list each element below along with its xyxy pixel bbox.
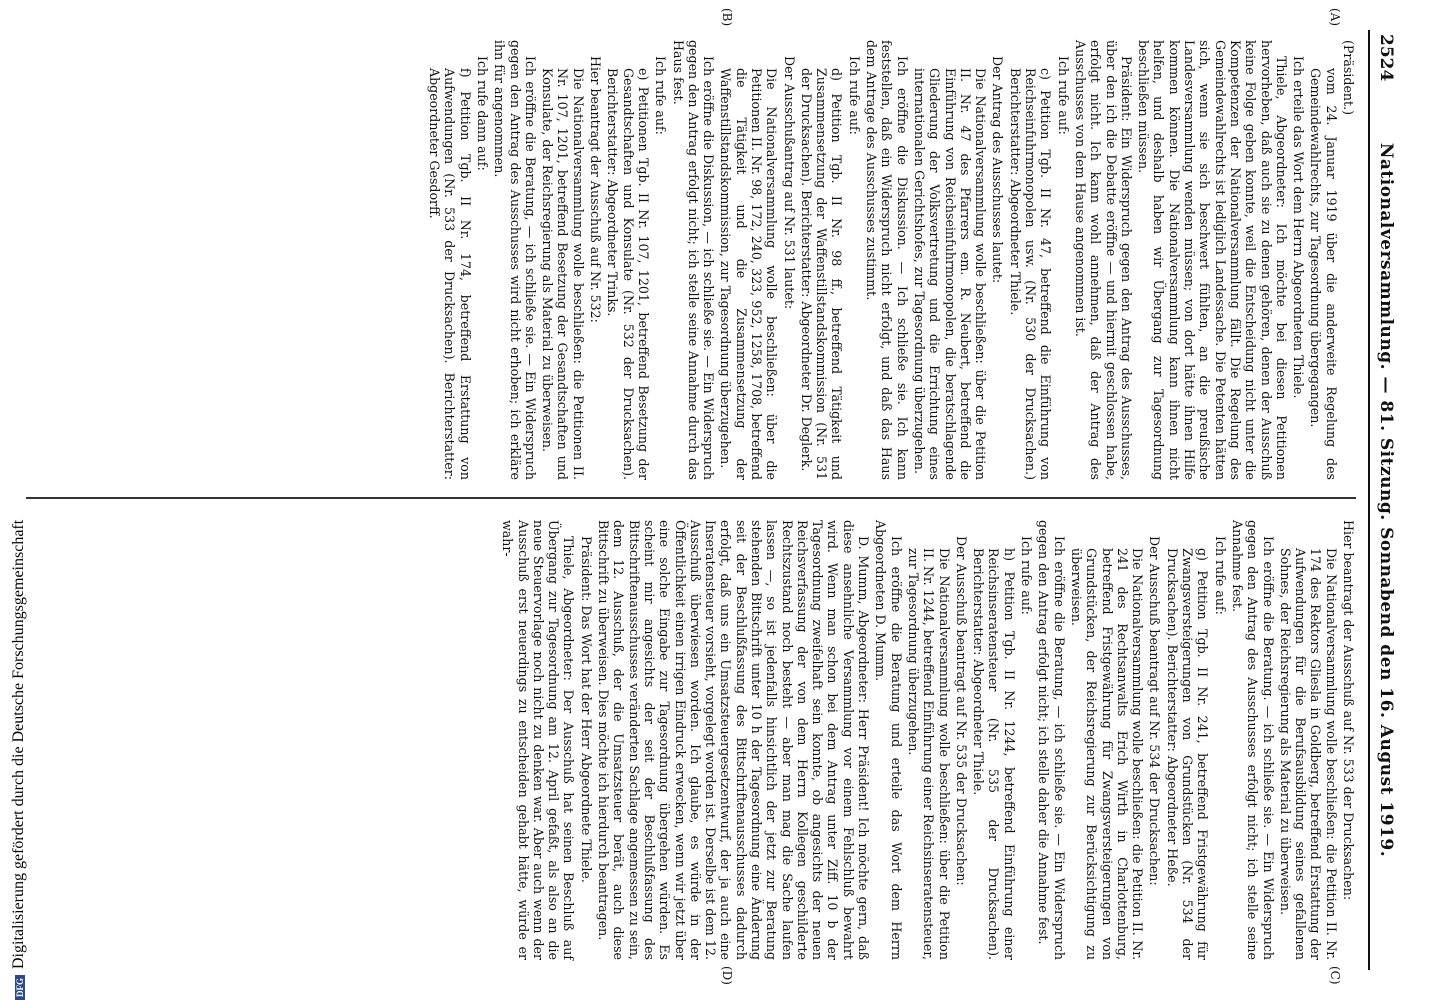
column-divider bbox=[26, 497, 1356, 499]
paragraph: D. Mumm, Abgeordneter: Herr Präsident! Ich möchte gern, daß diese ansehnliche Versammlung vor einem Fehlschluß bewahrt wird. Wenn man schon bei dem Antrag unter Ziff. 10 b der Tagesordnung zweifelhaft sein konnte, ob angesichts der neuen Reichsverfassung der von dem Herrn Kollegen geschilderte Rechtszustand noch besteht — aber man mag die Sache laufen lassen —, so ist jedenfalls hinsichtlich der jetzt zur Beratung stehenden Bittschrift unter 10 h der Tagesordnung eine Änderung seit der Beschlußfassung des Bittschriftenausschusses dadurch erfolgt, daß uns ein Umsatzsteuergesetzentwurf, der ja auch eine Inseratensteuer vorsieht, vorgelegt worden ist. Derselbe ist dem 12. Ausschuß überwiesen worden. Ich glaube, es würde in der Öffentlichkeit einen irrigen Eindruck erwecken, wenn wir jetzt über eine solche Eingabe zur Tagesordnung übergehen würden. Es scheint mir angesichts der seit der Beschlußfassung des Bittschriftenausschusses veränderten Sachlage angemessen zu sein, dem 12. Ausschuß, der die Umsatzsteuer berät, auch diese Bittschrift zu überweisen. Dies möchte ich hierdurch beantragen. bbox=[596, 520, 872, 960]
paragraph: Die Nationalversammlung wolle beschließen: die Petition II. Nr. 174 des Rektors Gliesla in Goldberg, betreffend Erstattung der Aufwendungen für die Berufsausbildung seines gefallenen Sohnes, der Reichsregierung als Material zu überweisen. bbox=[1277, 548, 1339, 960]
paragraph: Die Nationalversammlung wolle beschließen: die Petition II. Nr. 241 des Rechtsanwalts Erich Wirth in Charlottenburg, betreffend Fristgewährung für Zwangsversteigerungen von Grundstücken, der Reichsregierung zur Berücksichtigung zu überweisen. bbox=[1068, 548, 1146, 960]
paragraph: Ich eröffne die Beratung und erteile das Wort dem Herrn Abgeordneten D. Mumm. bbox=[873, 520, 904, 960]
left-column bbox=[425, 40, 1356, 480]
paragraph: Der Ausschußantrag auf Nr. 531 lautet: bbox=[781, 56, 797, 310]
paragraph: Ich rufe dann auf: bbox=[474, 56, 490, 171]
margin-mark-d: (D) bbox=[720, 966, 734, 985]
page-number: 2524 bbox=[1376, 34, 1396, 82]
digitization-credit bbox=[10, 0, 27, 1000]
paragraph: Ich rufe auf: bbox=[1019, 536, 1035, 615]
paragraph: Die Nationalversammlung wolle beschließen: die Petitionen II. Nr. 107, 1201, betreffend Besetzung der Gesandtschaften und Konsulate, der Reichsregierung als Material zu überweisen. bbox=[540, 68, 586, 480]
paragraph: Ich eröffne die Diskussion. — Ich schließe sie. Ich kann feststellen, daß ein Widerspruch nicht erfolgt, und daß das Haus dem Antrage des Ausschusses zustimmt. bbox=[864, 40, 910, 480]
paragraph: Die Nationalversammlung wolle beschließen: über die Petition II. Nr. 47 des Pfarrers em. R. Neubert, betreffend die Einführung von Reichseinfuhrmonopolen, die beratschlagende Gliederung der Volksvertretung und die Errichtung eines internationalen Gerichtshofes, zur Tagesordnung überzugehen. bbox=[911, 68, 989, 480]
paragraph: Ich rufe auf: bbox=[1212, 536, 1228, 615]
paragraph: Ich erteile das Wort dem Herrn Abgeordneten Thiele. bbox=[1291, 56, 1307, 399]
paragraph: Ich eröffne die Beratung. — ich schließe sie. — Ein Widerspruch gegen den Antrag des Ausschusses erfolgt nicht; ich stelle seine Annahme fest. bbox=[1229, 520, 1276, 960]
paragraph: d) Petition Tgb. II Nr. 98 ff., betreffend Tätigkeit und Zusammensetzung der Waffenstillstandskommission (Nr. 531 der Drucksachen). Berichterstatter: Abgeordneter Dr. Deglerk. bbox=[798, 68, 845, 480]
paragraph: Thiele, Abgeordneter: Ich möchte bei diesen Petitionen hervorheben, daß auch sie zu denen gehören, denen der Ausschuß keine Folge geben konnte, weil die Entscheidung nicht unter die Kompetenzen der Nationalversammlung fällt. Die Regelung des Gemeindewahlrechts ist lediglich Landessache. Die Petenten hätten sich, wenn sie sich beschwert fühlten, an die preußische Landesversammlung wenden müssen; von dort hätte ihnen Hilfe kommen können. Die Nationalversammlung kann ihnen nicht helfen, und deshalb haben wir Übergang zur Tagesordnung beschließen müssen. bbox=[1136, 40, 1289, 480]
paragraph: Präsident: Das Wort hat der Herr Abgeordnete Thiele. bbox=[578, 536, 594, 883]
margin-mark-c: (C) bbox=[1328, 966, 1342, 985]
paragraph: Ich rufe auf: bbox=[846, 56, 862, 135]
paragraph: (Präsident.) bbox=[1341, 40, 1356, 116]
right-column bbox=[498, 520, 1356, 960]
paragraph: Ich eröffne die Beratung, — ich schließe sie. — Ein Widerspruch gegen den Antrag des Ausschusses wird nicht erhoben; ich erkläre ihn für angenommen. bbox=[492, 40, 538, 480]
paragraph: f) Petition Tgb. II Nr. 174, betreffend Erstattung von Aufwendungen (Nr. 533 der Drucksachen). Berichterstatter: Abgeordneter Gesdorff. bbox=[427, 68, 473, 480]
credit-text: Digitalisierung gefördert durch die Deutsche Forschungsgemeinschaft bbox=[10, 519, 27, 969]
paragraph: g) Petition Tgb. II Nr. 241, betreffend Fristgewährung für Zwangsversteigerungen von Grundstücken (Nr. 534 der Drucksachen). Berichterstatter: Abgeordneter Heße. bbox=[1164, 548, 1211, 960]
paragraph: Der Antrag des Ausschusses lautet: bbox=[990, 56, 1006, 284]
paragraph: Thiele, Abgeordneter: Der Ausschuß hat seinen Beschluß auf Übergang zur Tagesordnung am 12. April gefaßt, als also an die neue Steuervorlage noch nicht zu denken war. Aber auch wenn der Ausschuß erst neuerdings zu entscheiden gehabt hätte, würde er wahr- bbox=[500, 520, 577, 960]
page-title: Nationalversammlung. — 81. Sitzung. Sonnabend den 16. August 1919. bbox=[1376, 142, 1396, 858]
paragraph: Hier beantragt der Ausschuß auf Nr. 532: bbox=[588, 56, 604, 323]
paragraph: Der Ausschuß beantragt auf Nr. 535 der Drucksachen: bbox=[953, 536, 969, 886]
paragraph: vom 24. Januar 1919 über die anderweite Regelung des Gemeindewahlrechts, zur Tagesordnung übergegangen. bbox=[1308, 68, 1339, 480]
paragraph: Die Nationalversammlung wolle beschließen: über die Petitionen II. Nr. 98, 172, 240, 323, 952, 1258, 1708, betreffend die Tätigkeit und die Zusammensetzung der Waffenstillstandskommission, zur Tagesordnung überzugehen. bbox=[718, 68, 780, 480]
page-header bbox=[1368, 30, 1396, 970]
paragraph: Ich eröffne die Diskussion, — ich schließe sie. — Ein Widerspruch gegen den Antrag erfolgt nicht; ich stelle seine Annahme durch das Haus fest. bbox=[670, 40, 717, 480]
paragraph: c) Petition Tgb. II Nr. 47, betreffend die Einführung von Reichseinfuhrmonopolen usw. (Nr. 530 der Drucksachen.) Berichterstatter: Abgeordneter Thiele. bbox=[1007, 68, 1054, 480]
margin-mark-a: (A) bbox=[1328, 8, 1342, 27]
paragraph: Der Ausschuß beantragt auf Nr. 534 der Drucksachen: bbox=[1147, 536, 1163, 886]
paragraph: Ich rufe auf: bbox=[653, 56, 669, 135]
margin-mark-b: (B) bbox=[720, 8, 734, 27]
paragraph: Die Nationalversammlung wolle beschließen: über die Petition II. Nr. 1244, betreffend Einführung einer Reichsinseratensteuer, zur Tagesordnung überzugehen. bbox=[905, 548, 952, 960]
paragraph: e) Petitionen Tgb. II Nr. 107, 1201, betreffend Besetzung der Gesandtschaften und Konsulate (Nr. 532 der Drucksachen). Berichterstatter: Abgeordneter Trinks. bbox=[605, 68, 651, 480]
paragraph: h) Petition Tgb. II Nr. 1244, betreffend Einführung einer Reichsinseratensteuer (Nr. 535 der Drucksachen). Berichterstatter: Abgeordneter Thiele. bbox=[971, 548, 1017, 960]
paragraph: Ich rufe auf: bbox=[1055, 56, 1071, 135]
paragraph: Präsident: Ein Widerspruch gegen den Antrag des Ausschusses, über den ich die Debatte eröffne — und hiermit geschlossen habe, erfolgt nicht. Ich kann wohl annehmen, daß der Antrag des Ausschusses von dem Hause angenommen ist. bbox=[1072, 40, 1134, 480]
paragraph: Hier beantragt der Ausschuß auf Nr. 533 der Drucksachen: bbox=[1341, 520, 1356, 901]
paragraph: Ich eröffne die Beratung, — ich schließe sie. — Ein Widerspruch gegen den Antrag erfolgt nicht; ich stelle daher die Annahme fest. bbox=[1036, 520, 1067, 960]
dfg-logo: DFG bbox=[15, 975, 25, 1000]
